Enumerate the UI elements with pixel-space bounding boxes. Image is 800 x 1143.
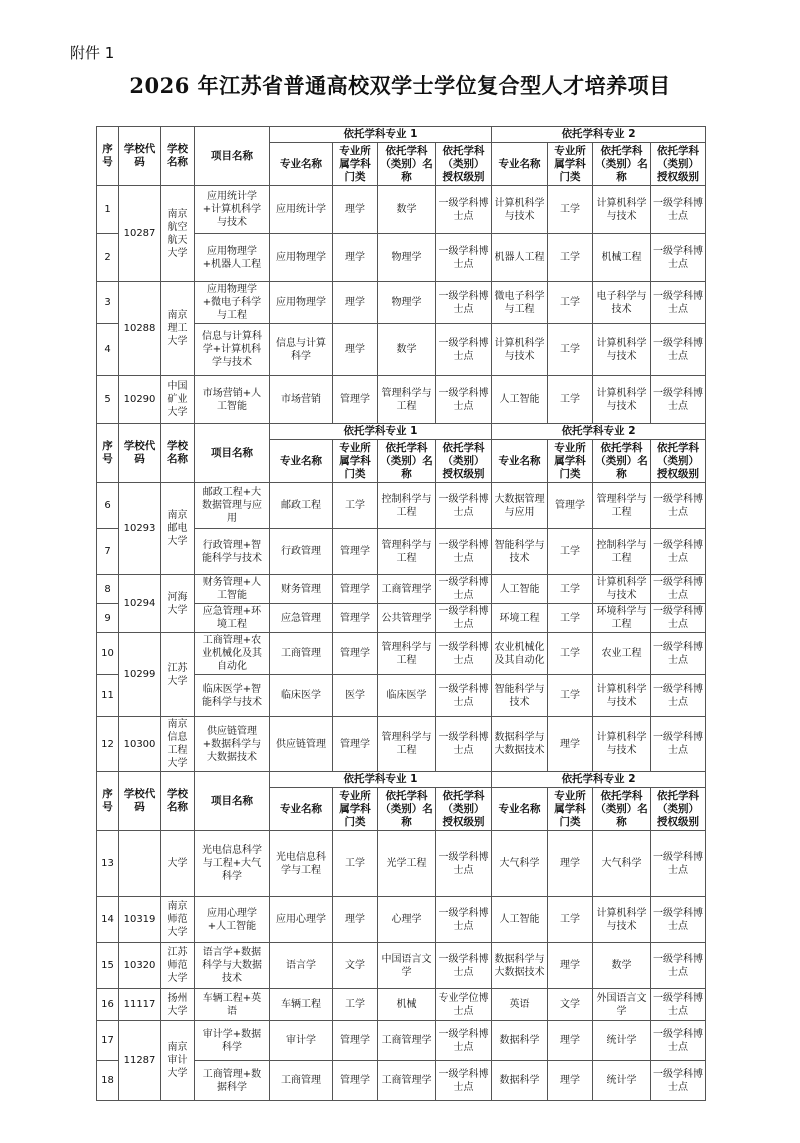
- school-code-cell: 10290: [119, 376, 161, 424]
- major1-name-cell: 临床医学: [270, 675, 333, 717]
- header-discipline: 依托学科（类别）名称: [378, 440, 436, 483]
- major1-discipline-cell: 心理学: [378, 897, 436, 943]
- header-major-name: 专业名称: [270, 143, 333, 186]
- school-name-cell: 南京审计大学: [161, 1021, 195, 1101]
- major2-category-cell: 理学: [548, 943, 593, 989]
- school-name-cell: 河海大学: [161, 575, 195, 633]
- major1-category-cell: 理学: [333, 282, 378, 324]
- table-row: [97, 282, 706, 324]
- major1-name-cell: 财务管理: [270, 575, 333, 604]
- major1-auth-cell: 一级学科博士点: [436, 483, 492, 529]
- seq-cell: 18: [97, 1061, 119, 1101]
- project-name-cell: 供应链管理+数据科学与大数据技术: [195, 717, 270, 772]
- major2-name-cell: 人工智能: [492, 575, 548, 604]
- table-row: [97, 633, 706, 675]
- major2-discipline-cell: 计算机科学与技术: [593, 186, 651, 234]
- header-major-name: 专业名称: [270, 788, 333, 831]
- major1-auth-cell: 一级学科博士点: [436, 186, 492, 234]
- major1-name-cell: 邮政工程: [270, 483, 333, 529]
- header-major-name: 专业名称: [492, 143, 548, 186]
- header-discipline: 依托学科（类别）名称: [593, 788, 651, 831]
- major2-auth-cell: 一级学科博士点: [651, 575, 706, 604]
- major1-name-cell: 应急管理: [270, 604, 333, 633]
- major2-discipline-cell: 环境科学与工程: [593, 604, 651, 633]
- major2-discipline-cell: 计算机科学与技术: [593, 376, 651, 424]
- major2-auth-cell: 一级学科博士点: [651, 1061, 706, 1101]
- project-name-cell: 应急管理+环境工程: [195, 604, 270, 633]
- major1-auth-cell: 一级学科博士点: [436, 633, 492, 675]
- seq-cell: 9: [97, 604, 119, 633]
- header-discipline: 依托学科（类别）名称: [378, 143, 436, 186]
- seq-cell: 14: [97, 897, 119, 943]
- major1-auth-cell: 一级学科博士点: [436, 529, 492, 575]
- major1-name-cell: 市场营销: [270, 376, 333, 424]
- major2-category-cell: 理学: [548, 717, 593, 772]
- major1-name-cell: 行政管理: [270, 529, 333, 575]
- major1-discipline-cell: 控制科学与工程: [378, 483, 436, 529]
- header-major-name: 专业名称: [492, 788, 548, 831]
- major2-name-cell: 计算机科学与技术: [492, 186, 548, 234]
- seq-cell: 15: [97, 943, 119, 989]
- major2-auth-cell: 一级学科博士点: [651, 234, 706, 282]
- header-major-name: 专业名称: [270, 440, 333, 483]
- school-code-cell: 10287: [119, 186, 161, 282]
- major2-discipline-cell: 大气科学: [593, 831, 651, 897]
- major1-category-cell: 理学: [333, 186, 378, 234]
- major1-category-cell: 管理学: [333, 1021, 378, 1061]
- major1-auth-cell: 一级学科博士点: [436, 675, 492, 717]
- table-row: [97, 1021, 706, 1061]
- major2-auth-cell: 一级学科博士点: [651, 633, 706, 675]
- major1-auth-cell: 一级学科博士点: [436, 897, 492, 943]
- school-name-cell: 江苏大学: [161, 633, 195, 717]
- project-name-cell: 市场营销+人工智能: [195, 376, 270, 424]
- major1-name-cell: 工商管理: [270, 1061, 333, 1101]
- major1-auth-cell: 一级学科博士点: [436, 376, 492, 424]
- header-major-category: 专业所属学科门类: [548, 440, 593, 483]
- project-name-cell: 语言学+数据科学与大数据技术: [195, 943, 270, 989]
- major1-discipline-cell: 中国语言文学: [378, 943, 436, 989]
- major2-category-cell: 工学: [548, 633, 593, 675]
- major2-discipline-cell: 外国语言文学: [593, 989, 651, 1021]
- major1-name-cell: 供应链管理: [270, 717, 333, 772]
- major1-name-cell: 信息与计算科学: [270, 324, 333, 376]
- header-auth-level: 依托学科（类别）授权级别: [436, 788, 492, 831]
- header-auth-level: 依托学科（类别）授权级别: [436, 440, 492, 483]
- major2-discipline-cell: 机械工程: [593, 234, 651, 282]
- header-school-name: 学校名称: [161, 127, 195, 186]
- major2-discipline-cell: 控制科学与工程: [593, 529, 651, 575]
- major1-category-cell: 管理学: [333, 575, 378, 604]
- major1-category-cell: 管理学: [333, 717, 378, 772]
- header-discipline: 依托学科（类别）名称: [593, 143, 651, 186]
- header-group-2: 依托学科专业 2: [492, 424, 706, 440]
- major1-category-cell: 管理学: [333, 529, 378, 575]
- school-name-cell: 扬州大学: [161, 989, 195, 1021]
- seq-cell: 1: [97, 186, 119, 234]
- project-name-cell: 财务管理+人工智能: [195, 575, 270, 604]
- header-auth-level: 依托学科（类别）授权级别: [651, 788, 706, 831]
- major2-discipline-cell: 农业工程: [593, 633, 651, 675]
- major1-discipline-cell: 光学工程: [378, 831, 436, 897]
- school-name-cell: 南京理工大学: [161, 282, 195, 376]
- seq-cell: 13: [97, 831, 119, 897]
- seq-cell: 16: [97, 989, 119, 1021]
- major2-auth-cell: 一级学科博士点: [651, 717, 706, 772]
- major2-category-cell: 工学: [548, 604, 593, 633]
- major2-auth-cell: 一级学科博士点: [651, 483, 706, 529]
- header-major-name: 专业名称: [492, 440, 548, 483]
- major2-category-cell: 理学: [548, 1061, 593, 1101]
- project-name-cell: 工商管理+数据科学: [195, 1061, 270, 1101]
- major2-auth-cell: 一级学科博士点: [651, 529, 706, 575]
- major1-auth-cell: 一级学科博士点: [436, 575, 492, 604]
- major2-auth-cell: 一级学科博士点: [651, 1021, 706, 1061]
- major2-auth-cell: 一级学科博士点: [651, 282, 706, 324]
- seq-cell: 4: [97, 324, 119, 376]
- seq-cell: 11: [97, 675, 119, 717]
- school-name-cell: 南京师范大学: [161, 897, 195, 943]
- table-row: [97, 717, 706, 772]
- major2-category-cell: 工学: [548, 575, 593, 604]
- project-name-cell: 邮政工程+大数据管理与应用: [195, 483, 270, 529]
- project-name-cell: 信息与计算科学+计算机科学与技术: [195, 324, 270, 376]
- header-discipline: 依托学科（类别）名称: [378, 788, 436, 831]
- header-row: [97, 424, 706, 440]
- school-code-cell: 10320: [119, 943, 161, 989]
- major1-discipline-cell: 物理学: [378, 234, 436, 282]
- major1-category-cell: 管理学: [333, 1061, 378, 1101]
- major1-category-cell: 理学: [333, 324, 378, 376]
- school-name-cell: 大学: [161, 831, 195, 897]
- header-school-name: 学校名称: [161, 424, 195, 483]
- major2-name-cell: 数据科学: [492, 1061, 548, 1101]
- major2-category-cell: 管理学: [548, 483, 593, 529]
- school-name-cell: 南京邮电大学: [161, 483, 195, 575]
- major1-auth-cell: 一级学科博士点: [436, 604, 492, 633]
- major1-discipline-cell: 数学: [378, 186, 436, 234]
- school-code-cell: 10299: [119, 633, 161, 717]
- header-group-1: 依托学科专业 1: [270, 127, 492, 143]
- header-project-name: 项目名称: [195, 772, 270, 831]
- major1-name-cell: 车辆工程: [270, 989, 333, 1021]
- major2-category-cell: 文学: [548, 989, 593, 1021]
- project-name-cell: 应用物理学+微电子科学与工程: [195, 282, 270, 324]
- table-row: [97, 943, 706, 989]
- major2-discipline-cell: 计算机科学与技术: [593, 717, 651, 772]
- major1-auth-cell: 一级学科博士点: [436, 234, 492, 282]
- header-auth-level: 依托学科（类别）授权级别: [651, 440, 706, 483]
- major1-discipline-cell: 管理科学与工程: [378, 376, 436, 424]
- major1-category-cell: 工学: [333, 989, 378, 1021]
- school-code-cell: 11287: [119, 1021, 161, 1101]
- major1-name-cell: 应用物理学: [270, 282, 333, 324]
- major2-category-cell: 工学: [548, 282, 593, 324]
- major2-discipline-cell: 计算机科学与技术: [593, 324, 651, 376]
- seq-cell: 6: [97, 483, 119, 529]
- major1-name-cell: 应用物理学: [270, 234, 333, 282]
- major2-name-cell: 数据科学与大数据技术: [492, 717, 548, 772]
- major2-name-cell: 机器人工程: [492, 234, 548, 282]
- major2-auth-cell: 一级学科博士点: [651, 604, 706, 633]
- seq-cell: 7: [97, 529, 119, 575]
- major1-name-cell: 应用统计学: [270, 186, 333, 234]
- project-name-cell: 应用统计学+计算机科学与技术: [195, 186, 270, 234]
- major2-category-cell: 工学: [548, 234, 593, 282]
- major2-name-cell: 智能科学与技术: [492, 675, 548, 717]
- major1-category-cell: 工学: [333, 483, 378, 529]
- major1-auth-cell: 一级学科博士点: [436, 831, 492, 897]
- header-seq: 序号: [97, 424, 119, 483]
- major1-category-cell: 理学: [333, 234, 378, 282]
- major2-auth-cell: 一级学科博士点: [651, 324, 706, 376]
- major2-discipline-cell: 计算机科学与技术: [593, 575, 651, 604]
- major1-name-cell: 光电信息科学与工程: [270, 831, 333, 897]
- major2-category-cell: 理学: [548, 1021, 593, 1061]
- major1-category-cell: 管理学: [333, 633, 378, 675]
- school-name-cell: 南京航空航天大学: [161, 186, 195, 282]
- major2-name-cell: 大数据管理与应用: [492, 483, 548, 529]
- seq-cell: 17: [97, 1021, 119, 1061]
- header-auth-level: 依托学科（类别）授权级别: [651, 143, 706, 186]
- school-name-cell: 中国矿业大学: [161, 376, 195, 424]
- header-project-name: 项目名称: [195, 127, 270, 186]
- table-row: [97, 376, 706, 424]
- major2-name-cell: 计算机科学与技术: [492, 324, 548, 376]
- major1-discipline-cell: 机械: [378, 989, 436, 1021]
- school-code-cell: 10319: [119, 897, 161, 943]
- major2-auth-cell: 一级学科博士点: [651, 831, 706, 897]
- major1-name-cell: 应用心理学: [270, 897, 333, 943]
- project-table: [96, 126, 706, 1101]
- table-row: [97, 483, 706, 529]
- header-school-code: 学校代码: [119, 772, 161, 831]
- major1-auth-cell: 一级学科博士点: [436, 1061, 492, 1101]
- major2-auth-cell: 一级学科博士点: [651, 989, 706, 1021]
- project-name-cell: 光电信息科学与工程+大气科学: [195, 831, 270, 897]
- major2-category-cell: 工学: [548, 324, 593, 376]
- major2-auth-cell: 一级学科博士点: [651, 897, 706, 943]
- header-group-2: 依托学科专业 2: [492, 127, 706, 143]
- header-project-name: 项目名称: [195, 424, 270, 483]
- major1-category-cell: 理学: [333, 897, 378, 943]
- major2-auth-cell: 一级学科博士点: [651, 675, 706, 717]
- header-school-code: 学校代码: [119, 424, 161, 483]
- major1-discipline-cell: 工商管理学: [378, 1061, 436, 1101]
- school-code-cell: 11117: [119, 989, 161, 1021]
- major1-discipline-cell: 物理学: [378, 282, 436, 324]
- seq-cell: 2: [97, 234, 119, 282]
- document-title: 2026 年江苏省普通高校双学士学位复合型人才培养项目: [129, 73, 671, 98]
- header-group-1: 依托学科专业 1: [270, 424, 492, 440]
- major1-discipline-cell: 数学: [378, 324, 436, 376]
- school-code-cell: 10300: [119, 717, 161, 772]
- major1-category-cell: 文学: [333, 943, 378, 989]
- major1-category-cell: 管理学: [333, 376, 378, 424]
- major2-category-cell: 工学: [548, 675, 593, 717]
- school-code-cell: 10294: [119, 575, 161, 633]
- major2-name-cell: 数据科学与大数据技术: [492, 943, 548, 989]
- header-group-2: 依托学科专业 2: [492, 772, 706, 788]
- major2-category-cell: 工学: [548, 897, 593, 943]
- major2-category-cell: 工学: [548, 529, 593, 575]
- major2-name-cell: 环境工程: [492, 604, 548, 633]
- major1-discipline-cell: 管理科学与工程: [378, 529, 436, 575]
- table-row: [97, 897, 706, 943]
- major2-name-cell: 大气科学: [492, 831, 548, 897]
- project-name-cell: 行政管理+智能科学与技术: [195, 529, 270, 575]
- major2-discipline-cell: 统计学: [593, 1021, 651, 1061]
- major2-name-cell: 智能科学与技术: [492, 529, 548, 575]
- header-discipline: 依托学科（类别）名称: [593, 440, 651, 483]
- project-name-cell: 临床医学+智能科学与技术: [195, 675, 270, 717]
- major2-name-cell: 农业机械化及其自动化: [492, 633, 548, 675]
- major1-discipline-cell: 管理科学与工程: [378, 633, 436, 675]
- major1-category-cell: 工学: [333, 831, 378, 897]
- header-major-category: 专业所属学科门类: [333, 788, 378, 831]
- major2-discipline-cell: 管理科学与工程: [593, 483, 651, 529]
- major2-auth-cell: 一级学科博士点: [651, 943, 706, 989]
- school-name-cell: 江苏师范大学: [161, 943, 195, 989]
- table-row: [97, 831, 706, 897]
- project-name-cell: 车辆工程+英语: [195, 989, 270, 1021]
- major1-auth-cell: 一级学科博士点: [436, 943, 492, 989]
- header-major-category: 专业所属学科门类: [333, 440, 378, 483]
- major1-discipline-cell: 公共管理学: [378, 604, 436, 633]
- header-row: [97, 772, 706, 788]
- header-row: [97, 127, 706, 143]
- major2-name-cell: 微电子科学与工程: [492, 282, 548, 324]
- major2-name-cell: 人工智能: [492, 376, 548, 424]
- major2-discipline-cell: 数学: [593, 943, 651, 989]
- major1-auth-cell: 一级学科博士点: [436, 324, 492, 376]
- seq-cell: 3: [97, 282, 119, 324]
- table-row: [97, 989, 706, 1021]
- project-name-cell: 应用物理学+机器人工程: [195, 234, 270, 282]
- header-school-name: 学校名称: [161, 772, 195, 831]
- seq-cell: 12: [97, 717, 119, 772]
- major2-discipline-cell: 电子科学与技术: [593, 282, 651, 324]
- major2-auth-cell: 一级学科博士点: [651, 376, 706, 424]
- major1-category-cell: 管理学: [333, 604, 378, 633]
- major2-name-cell: 人工智能: [492, 897, 548, 943]
- header-school-code: 学校代码: [119, 127, 161, 186]
- header-major-category: 专业所属学科门类: [333, 143, 378, 186]
- major2-discipline-cell: 统计学: [593, 1061, 651, 1101]
- major1-auth-cell: 专业学位博士点: [436, 989, 492, 1021]
- project-name-cell: 审计学+数据科学: [195, 1021, 270, 1061]
- school-name-cell: 南京信息工程大学: [161, 717, 195, 772]
- major1-name-cell: 语言学: [270, 943, 333, 989]
- major1-auth-cell: 一级学科博士点: [436, 1021, 492, 1061]
- major1-category-cell: 医学: [333, 675, 378, 717]
- header-seq: 序号: [97, 772, 119, 831]
- major1-discipline-cell: 临床医学: [378, 675, 436, 717]
- project-name-cell: 工商管理+农业机械化及其自动化: [195, 633, 270, 675]
- header-major-category: 专业所属学科门类: [548, 143, 593, 186]
- major2-category-cell: 工学: [548, 376, 593, 424]
- header-seq: 序号: [97, 127, 119, 186]
- seq-cell: 5: [97, 376, 119, 424]
- header-group-1: 依托学科专业 1: [270, 772, 492, 788]
- seq-cell: 8: [97, 575, 119, 604]
- table-row: [97, 575, 706, 604]
- major1-auth-cell: 一级学科博士点: [436, 282, 492, 324]
- seq-cell: 10: [97, 633, 119, 675]
- major2-discipline-cell: 计算机科学与技术: [593, 897, 651, 943]
- school-code-cell: 10288: [119, 282, 161, 376]
- table-row: [97, 186, 706, 234]
- major1-name-cell: 工商管理: [270, 633, 333, 675]
- major1-name-cell: 审计学: [270, 1021, 333, 1061]
- header-auth-level: 依托学科（类别）授权级别: [436, 143, 492, 186]
- attachment-label: 附件 1: [70, 44, 115, 62]
- school-code-cell: [119, 831, 161, 897]
- school-code-cell: 10293: [119, 483, 161, 575]
- major1-discipline-cell: 管理科学与工程: [378, 717, 436, 772]
- major1-discipline-cell: 工商管理学: [378, 575, 436, 604]
- major2-discipline-cell: 计算机科学与技术: [593, 675, 651, 717]
- major2-category-cell: 理学: [548, 831, 593, 897]
- major1-auth-cell: 一级学科博士点: [436, 717, 492, 772]
- major1-discipline-cell: 工商管理学: [378, 1021, 436, 1061]
- major2-category-cell: 工学: [548, 186, 593, 234]
- major2-name-cell: 数据科学: [492, 1021, 548, 1061]
- project-name-cell: 应用心理学+人工智能: [195, 897, 270, 943]
- header-major-category: 专业所属学科门类: [548, 788, 593, 831]
- major2-name-cell: 英语: [492, 989, 548, 1021]
- major2-auth-cell: 一级学科博士点: [651, 186, 706, 234]
